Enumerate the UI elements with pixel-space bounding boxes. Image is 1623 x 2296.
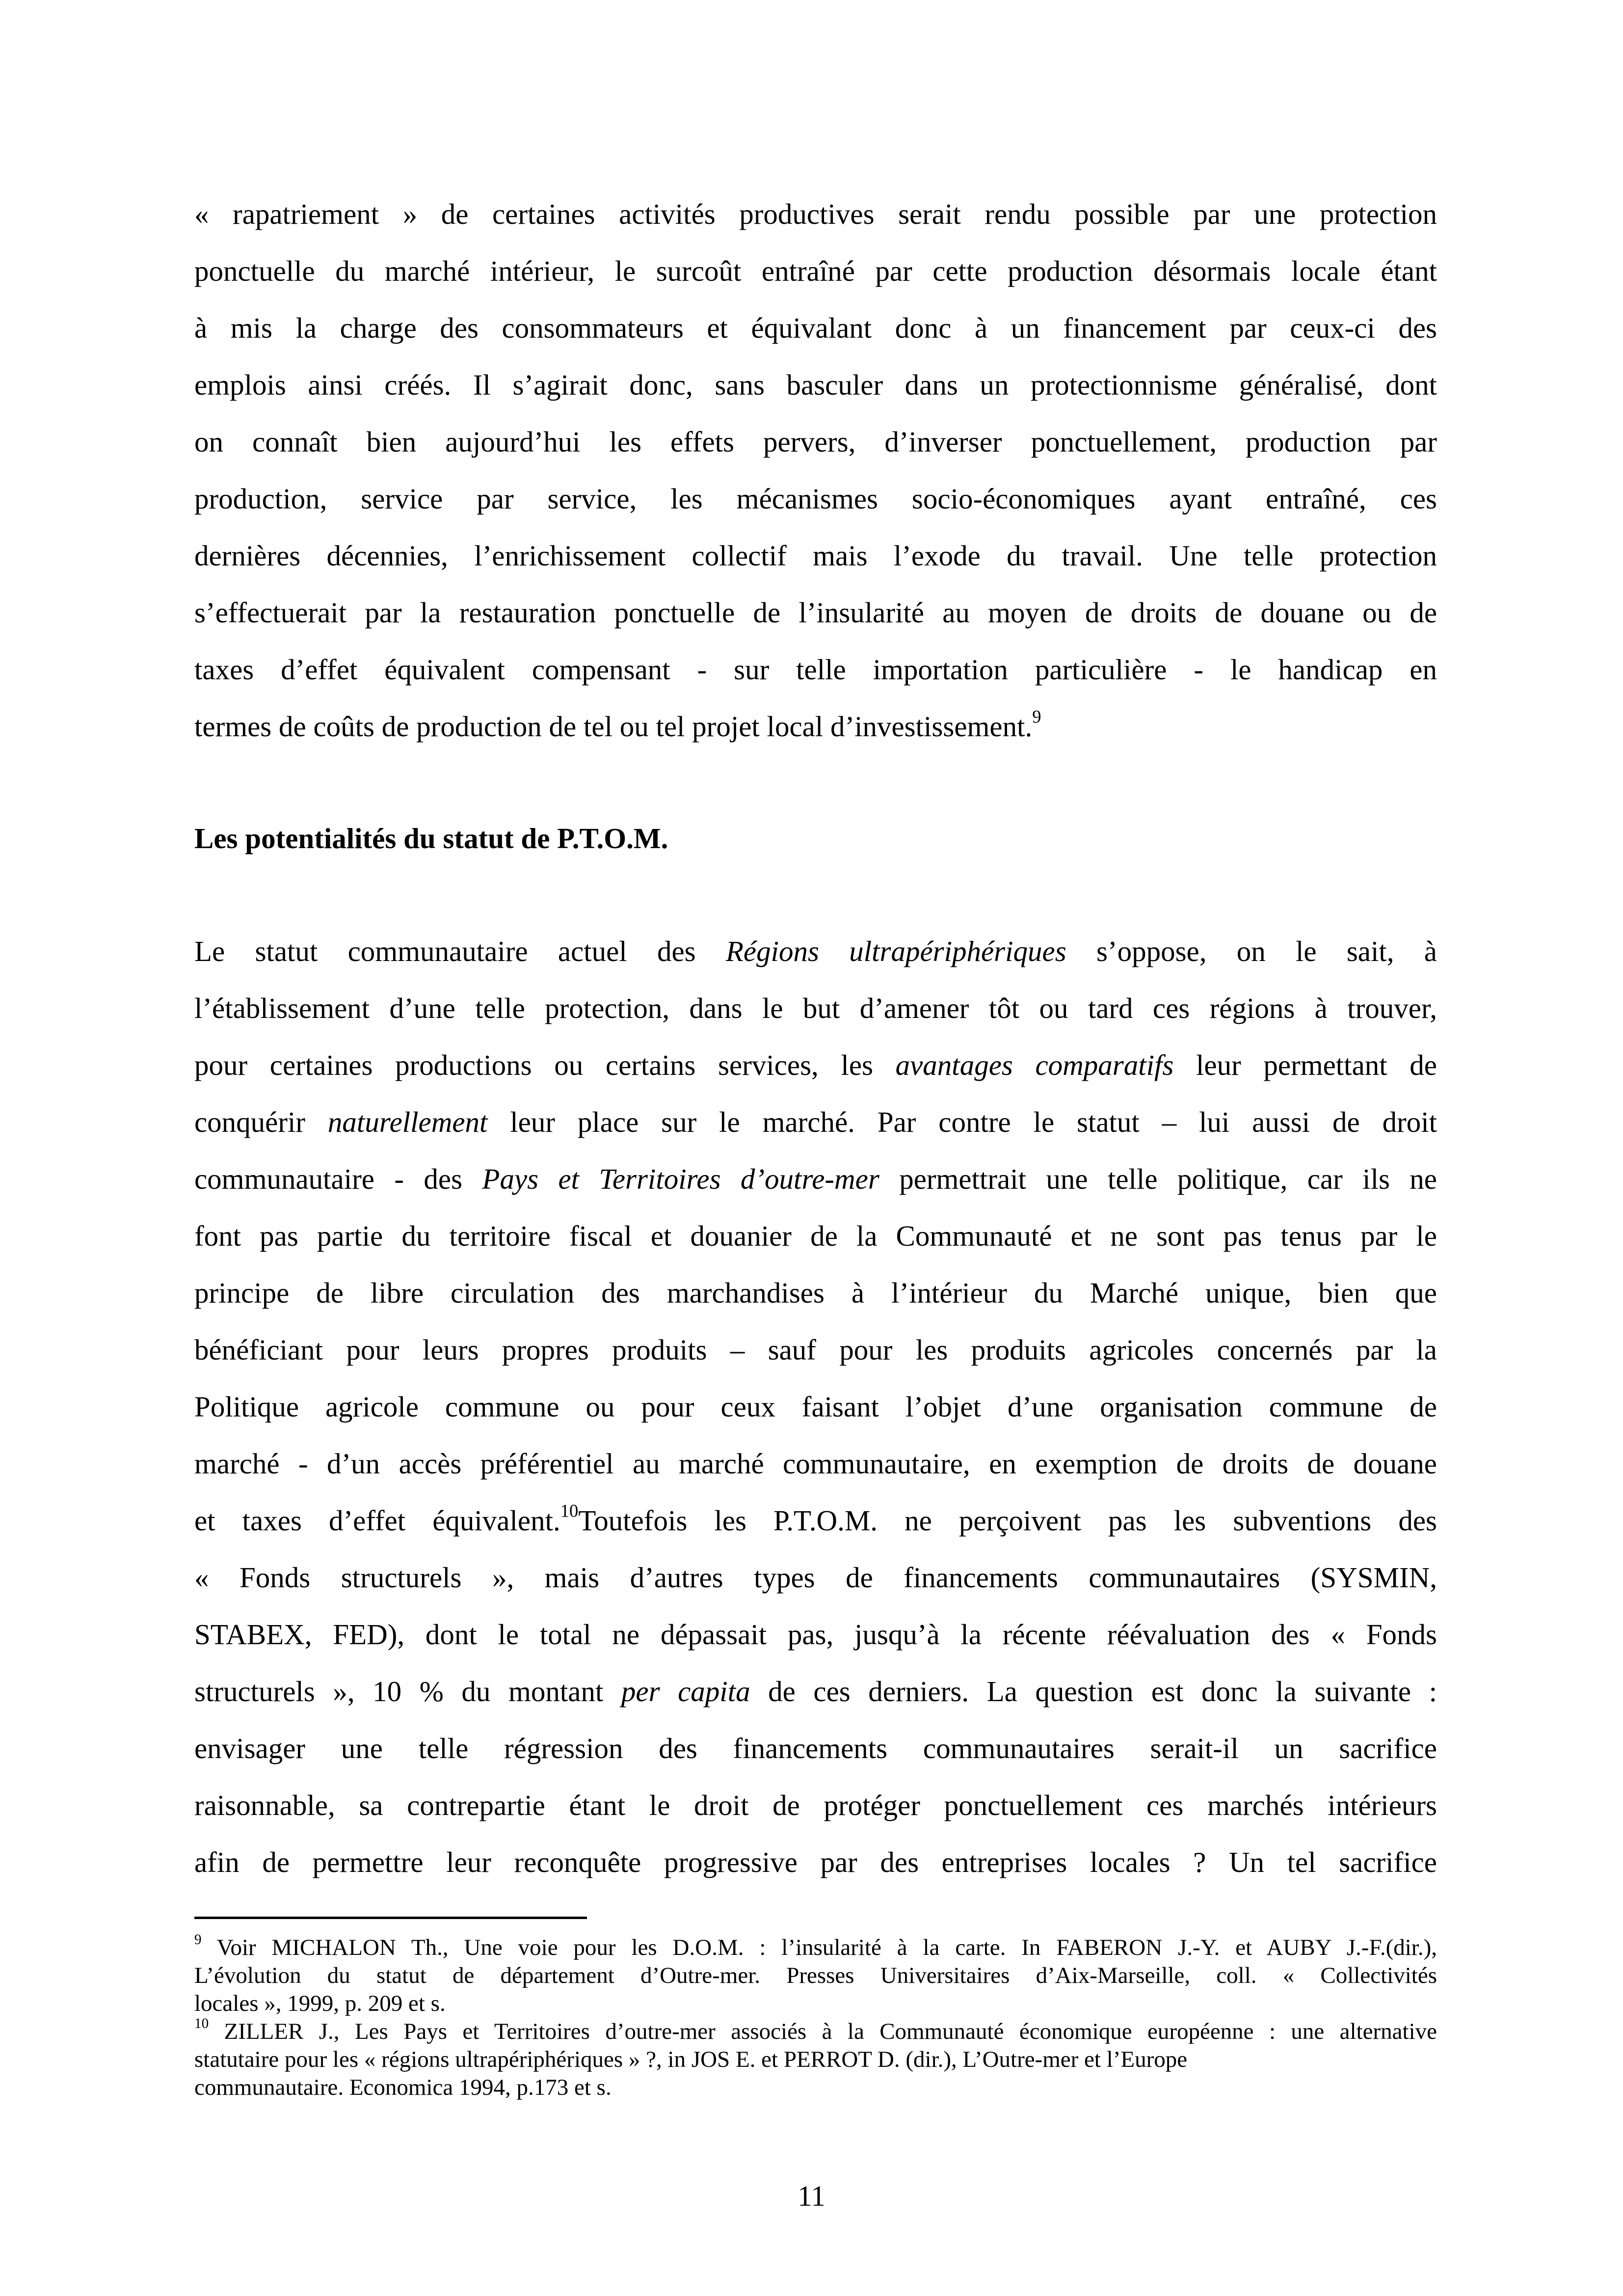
text-line: [194, 1934, 1437, 1962]
text-run: « Fonds structurels », mais d’autres types de financements communautaires (SYSMIN,: [194, 1561, 1437, 1594]
text-run: structurels », 10 % du montant: [194, 1675, 621, 1708]
text-line: [194, 1207, 1437, 1264]
text-line: [194, 527, 1437, 584]
text-run: « rapatriement » de certaines activités productives serait rendu possible par une protection: [194, 198, 1437, 230]
text-run: à mis la charge des consommateurs et équivalant donc à un financement par ceux-ci des: [194, 312, 1437, 344]
text-line: [194, 1378, 1437, 1435]
text-line: [194, 1777, 1437, 1834]
text-run: pour certaines productions ou certains services, les: [194, 1049, 896, 1081]
text-run: communautaire. Economica 1994, p.173 et s.: [194, 2075, 612, 2100]
text-run: raisonnable, sa contrepartie étant le droit de protéger ponctuellement ces marchés intérieurs: [194, 1789, 1437, 1821]
text-run: taxes d’effet équivalent compensant - sur telle importation particulière - le handicap en: [194, 653, 1437, 686]
text-line: [194, 413, 1437, 470]
text-line: [194, 186, 1437, 242]
text-run: de ces derniers. La question est donc la suivante :: [750, 1675, 1437, 1708]
text-line: [194, 1264, 1437, 1321]
footnote-reference: 10: [560, 1500, 579, 1521]
text-line: [194, 1549, 1437, 1606]
text-line: [194, 299, 1437, 356]
text-line: [194, 1962, 1437, 1990]
italic-text: per capita: [621, 1675, 750, 1708]
text-line: [194, 2046, 1437, 2074]
text-run: permettrait une telle politique, car ils ne: [879, 1163, 1437, 1195]
text-line: [194, 2074, 1437, 2102]
paragraph-1: [194, 186, 1437, 755]
text-line: [194, 1990, 1437, 2018]
text-line: [194, 698, 1437, 755]
text-run: l’établissement d’une telle protection, dans le but d’amener tôt ou tard ces régions à trouver,: [194, 992, 1437, 1024]
text-run: production, service par service, les mécanismes socio-économiques ayant entraîné, ces: [194, 482, 1437, 515]
text-run: locales », 1999, p. 209 et s.: [194, 1991, 446, 2016]
italic-text: naturellement: [327, 1106, 488, 1138]
italic-text: avantages comparatifs: [895, 1049, 1174, 1081]
text-line: [194, 1834, 1437, 1891]
text-line: [194, 470, 1437, 527]
footnotes: [194, 1934, 1437, 2102]
text-run: afin de permettre leur reconquête progressive par des entreprises locales ? Un tel sacrifice: [194, 1846, 1437, 1878]
text-run: envisager une telle régression des financements communautaires serait-il un sacrifice: [194, 1732, 1437, 1764]
text-line: [194, 2018, 1437, 2046]
text-run: s’effectuerait par la restauration ponctuelle de l’insularité au moyen de droits de douane ou de: [194, 596, 1437, 629]
text-run: ponctuelle du marché intérieur, le surcoût entraîné par cette production désormais locale étant: [194, 255, 1437, 287]
text-run: Le statut communautaire actuel des: [194, 935, 726, 967]
text-run: L’évolution du statut de département d’Outre-mer. Presses Universitaires d’Aix-Marseille, coll. « Collectivités: [194, 1963, 1437, 1988]
text-line: [194, 1094, 1437, 1150]
text-line: [194, 242, 1437, 299]
text-run: STABEX, FED), dont le total ne dépassait pas, jusqu’à la récente réévaluation des « Fonds: [194, 1618, 1437, 1651]
section-heading: Les potentialités du statut de P.T.O.M.: [194, 822, 668, 854]
footnote-reference: 9: [1032, 706, 1041, 727]
footnote-separator: [194, 1917, 587, 1919]
text-run: emplois ainsi créés. Il s’agirait donc, sans basculer dans un protectionnisme généralisé, dont: [194, 369, 1437, 401]
text-run: leur permettant de: [1173, 1049, 1437, 1081]
text-run: marché - d’un accès préférentiel au marché communautaire, en exemption de droits de douane: [194, 1447, 1437, 1480]
text-run: statutaire pour les « régions ultrapériphériques » ?, in JOS E. et PERROT D. (dir.), L’Outre-mer et l’Europe: [194, 2047, 1188, 2072]
text-line: [194, 980, 1437, 1037]
text-line: [194, 1037, 1437, 1094]
text-run: principe de libre circulation des marchandises à l’intérieur du Marché unique, bien que: [194, 1277, 1437, 1309]
text-line: [194, 1435, 1437, 1492]
footnote-reference: 9: [194, 1932, 202, 1948]
italic-text: Régions ultrapériphériques: [725, 935, 1066, 967]
text-line: [194, 1663, 1437, 1720]
paragraph-2: [194, 923, 1437, 1891]
text-run: ZILLER J., Les Pays et Territoires d’outre-mer associés à la Communauté économique européenne : une alternative: [209, 2019, 1437, 2044]
text-line: [194, 923, 1437, 980]
text-run: s’oppose, on le sait, à: [1066, 935, 1437, 967]
text-line: [194, 1150, 1437, 1207]
text-run: et taxes d’effet équivalent.: [194, 1504, 560, 1537]
text-line: [194, 1606, 1437, 1663]
text-run: Politique agricole commune ou pour ceux faisant l’objet d’une organisation commune de: [194, 1390, 1437, 1423]
text-run: leur place sur le marché. Par contre le statut – lui aussi de droit: [487, 1106, 1437, 1138]
text-line: [194, 1492, 1437, 1549]
text-run: font pas partie du territoire fiscal et douanier de la Communauté et ne sont pas tenus par le: [194, 1220, 1437, 1252]
text-run: conquérir: [194, 1106, 328, 1138]
text-run: Toutefois les P.T.O.M. ne perçoivent pas les subventions des: [578, 1504, 1437, 1537]
italic-text: Pays et Territoires d’outre-mer: [482, 1163, 879, 1195]
text-run: dernières décennies, l’enrichissement collectif mais l’exode du travail. Une telle protection: [194, 539, 1437, 572]
text-run: Voir MICHALON Th., Une voie pour les D.O.M. : l’insularité à la carte. In FABERON J.-Y. et AUBY J.-F.(dir.),: [201, 1935, 1437, 1960]
text-line: [194, 584, 1437, 641]
text-run: bénéficiant pour leurs propres produits – sauf pour les produits agricoles concernés par la: [194, 1334, 1437, 1366]
text-run: communautaire - des: [194, 1163, 482, 1195]
text-run: termes de coûts de production de tel ou tel projet local d’investissement.: [194, 710, 1033, 743]
text-line: [194, 1321, 1437, 1378]
page-number: 11: [798, 2180, 825, 2212]
text-line: [194, 356, 1437, 413]
footnote-reference: 10: [194, 2016, 209, 2032]
text-line: [194, 641, 1437, 698]
text-run: on connaît bien aujourd’hui les effets pervers, d’inverser ponctuellement, production par: [194, 426, 1437, 458]
text-line: [194, 1720, 1437, 1777]
